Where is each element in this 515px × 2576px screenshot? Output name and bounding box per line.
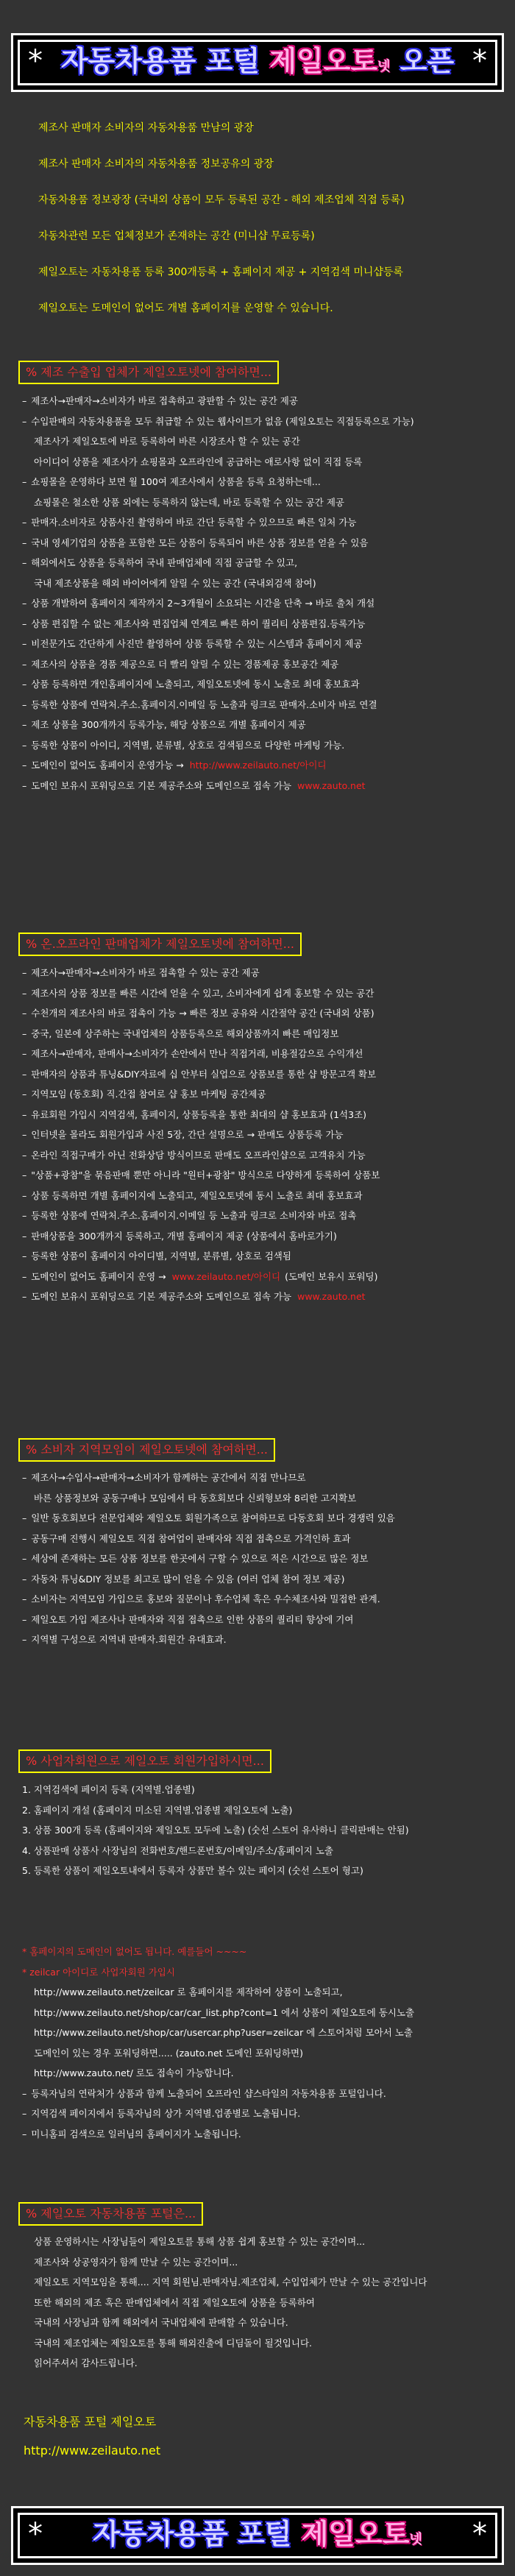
list-item-text: 국내의 제조업체는 제일오토를 통해 해외진출에 디딤돌이 될것입니다. bbox=[34, 2337, 312, 2349]
list-item-note: (도메인 보유시 포워딩) bbox=[285, 1270, 378, 1282]
list-item-text: 상품 등록하면 개인홈페이지에 노출되고, 제일오토넷에 동시 노출로 최대 홍보효과 bbox=[31, 679, 360, 690]
list-item bbox=[22, 492, 500, 513]
bullet-dash-icon: – bbox=[22, 698, 27, 710]
list-item-text: 인터넷을 몰라도 회원가입과 사진 5장, 간단 설명으로 → 판매도 상품등록 가능 bbox=[31, 1129, 344, 1140]
section-title-text: 온.오프라인 판매업체가 제일오토넷에 참여하면... bbox=[40, 937, 295, 951]
bullet-dash-icon: – bbox=[22, 1573, 27, 1585]
list-item bbox=[22, 2293, 500, 2313]
list-item-text: 등록한 상품에 연락처.주소.홈페이지.이메일 등 노출과 링크로 소비자와 바로 접촉 bbox=[31, 1210, 357, 1221]
banner-part2-suffix: 넷 bbox=[377, 59, 391, 74]
list-item bbox=[22, 1003, 500, 1024]
bullet-dash-icon: – bbox=[22, 779, 27, 791]
list-item-text: http://www.zeilauto.net/zeilcar 로 홈페이지를 제작하여 상품이 노출되고, bbox=[34, 1986, 343, 1998]
intro-line: 자동차관련 모든 업체정보가 존재하는 공간 (미니샵 무료등록) bbox=[38, 230, 315, 242]
list-item bbox=[22, 1529, 500, 1549]
list-item-text: 해외에서도 상품을 등록하여 국내 판매업체에 직접 공급할 수 있고, bbox=[31, 557, 298, 568]
list-item bbox=[22, 593, 500, 614]
list-item-text: 세상에 존재하는 모든 상품 정보를 한곳에서 구할 수 있으로 적은 시간으로 많은 정보 bbox=[31, 1553, 369, 1564]
banner-part2: 제일오토 bbox=[269, 45, 378, 77]
bullet-dash-icon: – bbox=[22, 1089, 27, 1100]
list-item bbox=[22, 1186, 500, 1206]
list-item-text: 도메인이 없어도 홈페이지 운영 → bbox=[31, 1270, 166, 1282]
section-title-portal bbox=[18, 2202, 203, 2226]
list-item bbox=[22, 1206, 500, 1226]
section-list-manufacturer bbox=[22, 391, 500, 796]
list-item-link[interactable]: www.zauto.net bbox=[297, 1291, 366, 1302]
list-item bbox=[22, 963, 500, 983]
list-item bbox=[22, 533, 500, 553]
section-list-consumer bbox=[22, 1468, 500, 1650]
list-item bbox=[22, 735, 500, 756]
list-item-text: * zeilcar 아이디로 사업자회원 가입시 bbox=[22, 1966, 175, 1978]
list-item-text: 상품 등록하면 개별 홈페이지에 노출되고, 제일오토넷에 동시 노출로 최대 홍보효과 bbox=[31, 1189, 363, 1201]
list-item bbox=[22, 1942, 500, 1962]
list-item-text: http://www.zeilauto.net/shop/car/usercar.php?user=zeilcar 에 스토어처럼 모아서 노출 bbox=[34, 2027, 413, 2038]
list-item-text: 등록자님의 연락처가 상품과 함께 노출되어 오프라인 샵스타일의 자동차용품 포털입니다. bbox=[31, 2087, 386, 2099]
bullet-dash-icon: – bbox=[22, 1108, 27, 1120]
section-title-business-member bbox=[18, 1749, 271, 1773]
bullet-dash-icon: – bbox=[22, 1291, 27, 1302]
list-item bbox=[22, 1468, 500, 1488]
list-item bbox=[22, 1246, 500, 1267]
section-title-text: 소비자 지역모임이 제일오토넷에 참여하면... bbox=[40, 1443, 269, 1457]
bullet-dash-icon: – bbox=[22, 598, 27, 609]
list-item-text: 제조사→판매자, 판매사→소비자가 손안에서 만나 직접거래, 비용절감으로 수익개선 bbox=[31, 1048, 363, 1059]
footer-title: 자동차용품 포털 제일오토 bbox=[24, 2415, 157, 2429]
list-item-text: 국내 영세기업의 상품을 포함한 모든 상품이 등록되어 바른 상품 정보를 얻을 수 있음 bbox=[31, 537, 369, 548]
list-item bbox=[22, 634, 500, 654]
bullet-dash-icon: – bbox=[22, 476, 27, 487]
bullet-dash-icon: – bbox=[22, 415, 27, 427]
list-item bbox=[22, 1226, 500, 1247]
section-list-seller bbox=[22, 963, 500, 1307]
bullet-dash-icon: – bbox=[22, 679, 27, 690]
list-item-text: 등록한 상품에 연락처.주소.홈페이지.이메일 등 노출과 링크로 판매자.소비자 바로 연결 bbox=[31, 698, 377, 710]
section-title-text: 제일오토 자동차용품 포털은... bbox=[40, 2207, 196, 2221]
list-item-text: 또한 해외의 제조 혹은 판매업체에서 직접 제일오토에 상품을 등록하여 bbox=[34, 2296, 315, 2308]
list-item-text: 일반 동호회보다 전문업체와 제일오토 회원가족으로 참여하므로 다동호회 보다 경쟁력 있음 bbox=[31, 1512, 395, 1524]
banner-title bbox=[13, 2514, 502, 2560]
list-item-text: 제조 상품을 300개까지 등록가능, 해당 상품으로 개별 홈페이지 제공 bbox=[31, 719, 306, 730]
bullet-dash-icon: – bbox=[22, 1250, 27, 1262]
list-item-text: 등록한 상품이 홈페이지 아이디별, 지역별, 분류별, 상호로 검색됨 bbox=[31, 1250, 291, 1262]
list-item bbox=[22, 1589, 500, 1610]
list-item-text: 지역별 구성으로 지역내 판매자.회원간 유대효과. bbox=[31, 1634, 227, 1645]
list-item-text: 판매자.소비자로 상품사진 촬영하여 바로 간단 등록할 수 있으므로 빠른 일처 가능 bbox=[31, 517, 357, 528]
list-item-link[interactable]: http://www.zeilauto.net/아이디 bbox=[189, 760, 327, 771]
list-item bbox=[22, 2063, 500, 2084]
banner-part2: 제일오토 bbox=[301, 2518, 410, 2550]
list-item bbox=[22, 674, 500, 695]
list-item bbox=[22, 2003, 500, 2023]
list-item-text: 중국, 일본에 상주하는 국내업체의 상품등록으로 해외상품까지 빠른 매입정보 bbox=[31, 1027, 339, 1039]
list-item bbox=[22, 1125, 500, 1145]
list-item-text: 아이디어 상품을 제조사가 쇼핑몰과 오프라인에 공급하는 애로사항 없이 직접 등록 bbox=[34, 456, 363, 467]
list-item bbox=[22, 2043, 500, 2064]
list-item bbox=[22, 1508, 500, 1529]
intro-line: 제조사 판매자 소비자의 자동차용품 만남의 광장 bbox=[38, 122, 254, 134]
list-item bbox=[22, 1105, 500, 1125]
bullet-dash-icon: – bbox=[22, 517, 27, 528]
bullet-dash-icon: – bbox=[22, 739, 27, 751]
list-item bbox=[22, 1145, 500, 1166]
section-title-consumer bbox=[18, 1438, 275, 1462]
bullet-dash-icon: – bbox=[22, 1613, 27, 1625]
bullet-dash-icon: – bbox=[22, 719, 27, 730]
list-item bbox=[22, 1024, 500, 1044]
list-item bbox=[22, 1267, 500, 1287]
list-item-text: "상품+광참"을 묶음판매 뿐만 아니라 "원터+광참" 방식으로 다양하게 등록하여 상품보 bbox=[31, 1170, 380, 1181]
list-item-text: 지역검색 페이지에서 등록자님의 상가 지역별.업종별로 노출됩니다. bbox=[31, 2108, 301, 2119]
intro-line: 제일오토는 자동차용품 등록 300개등록 + 홈페이지 제공 + 지역검색 미니샵등록 bbox=[38, 266, 403, 278]
list-item bbox=[22, 431, 500, 452]
bullet-dash-icon: – bbox=[22, 658, 27, 670]
section-list-business-member bbox=[22, 1780, 500, 1881]
bullet-dash-icon: – bbox=[22, 987, 27, 999]
banner-title bbox=[13, 41, 502, 87]
list-item-text: http://www.zeilauto.net/shop/car/car_list.php?cont=1 에서 상품이 제일오토에 동시노출 bbox=[34, 2006, 415, 2018]
list-item bbox=[22, 2084, 500, 2104]
list-item bbox=[22, 1780, 500, 1800]
list-item-text: 제조사의 상품을 경품 제공으로 더 빨리 알릴 수 있는 경품제공 홍보공간 제공 bbox=[31, 658, 339, 670]
list-item-text: 1. 지역검색에 페이지 등록 (지역별.업종별) bbox=[22, 1784, 195, 1795]
list-item-text: 상품 개발하여 홈페이지 제작까지 2~3개월이 소요되는 시간을 단축 → 바로 출처 개설 bbox=[31, 598, 375, 609]
bullet-dash-icon: – bbox=[22, 1512, 27, 1524]
list-item bbox=[22, 2272, 500, 2293]
list-item-text: 지역모임 (동호회) 직.간접 참여로 샵 홍보 마케팅 공간제공 bbox=[31, 1089, 266, 1100]
intro-line: 제일오토는 도메인이 없어도 개별 홈페이지를 운영할 수 있습니다. bbox=[38, 302, 333, 314]
section-mark: % bbox=[26, 937, 38, 951]
banner-part1: 자동차용품 포털 bbox=[60, 45, 260, 77]
list-item bbox=[22, 1064, 500, 1085]
bullet-dash-icon: – bbox=[22, 1532, 27, 1544]
list-item-text: 판매상품을 300개까지 등록하고, 개별 홈페이지 제공 (상품에서 홈바로가기) bbox=[31, 1230, 337, 1242]
list-item-text: 제조사와 상공영자가 함께 만날 수 있는 공간이며... bbox=[34, 2256, 238, 2268]
list-item-text: 제조사가 제일오토에 바로 등록하여 바른 시장조사 할 수 있는 공간 bbox=[34, 436, 300, 447]
list-item bbox=[22, 553, 500, 573]
bullet-dash-icon: – bbox=[22, 1189, 27, 1201]
list-item bbox=[22, 1044, 500, 1064]
list-item bbox=[22, 1549, 500, 1569]
list-item-text: 등록한 상품이 아이디, 지역별, 분류별, 상호로 검색됨으로 다양한 마케팅 가능. bbox=[31, 739, 345, 751]
list-item-text: 국내의 사장님과 함께 해외에서 국내업체에 판매할 수 있습니다. bbox=[34, 2317, 288, 2328]
section-mark: % bbox=[26, 365, 38, 379]
list-item-text: 도메인 보유시 포워딩으로 기본 제공주소와 도메인으로 접속 가능 bbox=[31, 1291, 292, 1302]
section-title-seller bbox=[18, 933, 302, 956]
bullet-dash-icon: – bbox=[22, 638, 27, 649]
star-left-icon: * bbox=[28, 2517, 43, 2551]
list-item bbox=[22, 983, 500, 1004]
bullet-dash-icon: – bbox=[22, 1129, 27, 1140]
bullet-dash-icon: – bbox=[22, 618, 27, 629]
bullet-dash-icon: – bbox=[22, 967, 27, 978]
list-item-link[interactable]: www.zauto.net bbox=[297, 779, 366, 791]
list-item-text: 4. 상품판매 상품사 사장님의 전화번호/핸드폰번호/이메일/주소/홈페이지 노출 bbox=[22, 1844, 333, 1856]
star-left-icon: * bbox=[28, 44, 43, 78]
bullet-dash-icon: – bbox=[22, 395, 27, 406]
list-item-text: 2. 홈페이지 개설 (홈페이지 미소된 지역별.업종별 제일오토에 노출) bbox=[22, 1804, 293, 1816]
list-item-text: 국내 제조상품을 해외 바이어에게 알릴 수 있는 공간 (국내외검색 참여) bbox=[34, 577, 316, 589]
list-item-text: 5. 등록한 상품이 제일오토내에서 등록자 상품만 볼수 있는 페이지 (숫선 스토어 형고) bbox=[22, 1865, 363, 1876]
list-item bbox=[22, 776, 500, 796]
bullet-dash-icon: – bbox=[22, 557, 27, 568]
bullet-dash-icon: – bbox=[22, 1048, 27, 1059]
list-item-text: 판매자의 상품과 튜닝&DIY자료에 십 안부터 실업으로 상품보를 통한 샵 방문고객 확보 bbox=[31, 1068, 377, 1080]
list-item bbox=[22, 573, 500, 594]
list-item bbox=[22, 1165, 500, 1186]
top-banner bbox=[11, 33, 504, 92]
bullet-dash-icon: – bbox=[22, 1472, 27, 1483]
section-title-text: 제조 수출입 업체가 제일오토넷에 참여하면... bbox=[40, 365, 272, 379]
list-item-text: 미니홈피 검색으로 일러님의 홈페이지가 노출됩니다. bbox=[31, 2128, 241, 2140]
list-item bbox=[22, 695, 500, 715]
bullet-dash-icon: – bbox=[22, 1068, 27, 1080]
bullet-dash-icon: – bbox=[22, 1553, 27, 1564]
bullet-dash-icon: – bbox=[22, 537, 27, 548]
list-item-text: 공동구매 진행시 제일오토 직접 참여업이 판매자와 직접 접촉으로 가격인하 효과 bbox=[31, 1532, 351, 1544]
list-item-text: 소비자는 지역모임 가입으로 홍보와 질문이나 후수업체 혹은 우수체조사와 밀접한 관계. bbox=[31, 1593, 380, 1604]
list-item-text: 상품 운영하시는 사장님들이 제일오토를 통해 상품 쉽게 홍보할 수 있는 공간이며... bbox=[34, 2236, 366, 2247]
bullet-dash-icon: – bbox=[22, 1008, 27, 1019]
list-item bbox=[22, 2232, 500, 2252]
list-item-link[interactable]: www.zeilauto.net/아이디 bbox=[171, 1270, 281, 1282]
bottom-banner bbox=[11, 2506, 504, 2565]
bullet-dash-icon: – bbox=[22, 1593, 27, 1604]
list-item-text: 수입판매의 자동차용품을 모두 취급할 수 있는 웹사이트가 없음 (제일오토는 직접등록으로 가능) bbox=[31, 415, 414, 427]
list-item-text: 읽어주셔서 감사드립니다. bbox=[34, 2357, 138, 2368]
bullet-dash-icon: – bbox=[22, 2087, 27, 2099]
list-item-text: 제일오토 가입 제조사나 판매자와 직접 접촉으로 인한 상품의 퀄리티 향상에 기여 bbox=[31, 1613, 354, 1625]
list-item bbox=[22, 472, 500, 492]
list-item bbox=[22, 2124, 500, 2145]
list-item bbox=[22, 1569, 500, 1590]
list-item bbox=[22, 1084, 500, 1105]
list-item bbox=[22, 2333, 500, 2354]
list-item-text: * 홈페이지의 도메인이 없어도 됩니다. 예를들어 ~~~~ bbox=[22, 1946, 247, 1957]
list-item bbox=[22, 715, 500, 735]
list-item-text: 수천개의 제조사의 바로 접촉이 가능 → 빠른 정보 공유와 시간절약 공간 (국내외 상품) bbox=[31, 1008, 374, 1019]
list-item-text: 비전문가도 간단하게 사진만 촬영하여 상품 등록할 수 있는 시스템과 홈페이지 제공 bbox=[31, 638, 363, 649]
star-right-icon: * bbox=[472, 44, 487, 78]
list-item bbox=[22, 614, 500, 634]
list-item-text: 바른 상품정보와 공동구매나 모임에서 타 동호회보다 신뢰형보와 8리한 고지확보 bbox=[34, 1492, 357, 1504]
bullet-dash-icon: – bbox=[22, 1210, 27, 1221]
bullet-dash-icon: – bbox=[22, 1270, 27, 1282]
list-item bbox=[22, 2313, 500, 2333]
list-item bbox=[22, 1610, 500, 1630]
list-item bbox=[22, 452, 500, 473]
section-title-manufacturer bbox=[18, 361, 279, 384]
list-item-text: 제조사의 상품 정보를 빠른 시간에 얻을 수 있고, 소비자에게 쉽게 홍보할 수 있는 공간 bbox=[31, 987, 374, 999]
list-item bbox=[22, 1962, 500, 1983]
section-mark: % bbox=[26, 2207, 38, 2221]
intro-block bbox=[38, 116, 494, 333]
list-item-text: 쇼핑몰을 운영하다 보면 월 100여 제조사에서 상품을 등록 요청하는데... bbox=[31, 476, 321, 487]
banner-part3: 오픈 bbox=[399, 45, 455, 77]
list-item bbox=[22, 1287, 500, 1307]
list-item-text: 유료회원 가입시 지역검색, 홈페이지, 상품등록을 통한 최대의 샵 홍보효과 (1석3조) bbox=[31, 1108, 367, 1120]
list-item bbox=[22, 2103, 500, 2124]
bullet-dash-icon: – bbox=[22, 2128, 27, 2140]
bullet-dash-icon: – bbox=[22, 760, 27, 771]
list-item bbox=[22, 1820, 500, 1841]
footer-url[interactable]: http://www.zeilauto.net bbox=[24, 2444, 161, 2458]
star-right-icon: * bbox=[472, 2517, 487, 2551]
list-item bbox=[22, 1982, 500, 2003]
list-item-text: 제일오토 지역모임을 통해.... 지역 회원님.판매자님.제조업체, 수입업체가 만날 수 있는 공간입니다 bbox=[34, 2276, 427, 2287]
bullet-dash-icon: – bbox=[22, 1170, 27, 1181]
list-item bbox=[22, 2023, 500, 2043]
list-item-text: 제조사→판매자→소비자가 바로 접촉할 수 있는 공간 제공 bbox=[31, 967, 260, 978]
section-mark: % bbox=[26, 1754, 38, 1768]
list-item bbox=[22, 512, 500, 533]
list-item-text: 쇼핑몰은 철소한 상품 외에는 등록하지 않는데, 바로 등록할 수 있는 공간 제공 bbox=[34, 496, 345, 508]
list-item-text: 제조사→수입사→판매자→소비자가 함께하는 공간에서 직접 만나므로 bbox=[31, 1472, 306, 1483]
list-item bbox=[22, 1800, 500, 1821]
section-list-portal bbox=[22, 2232, 500, 2374]
bullet-dash-icon: – bbox=[22, 2108, 27, 2119]
list-item bbox=[22, 654, 500, 675]
section-mark: % bbox=[26, 1443, 38, 1457]
bullet-dash-icon: – bbox=[22, 1027, 27, 1039]
bullet-dash-icon: – bbox=[22, 1634, 27, 1645]
bullet-dash-icon: – bbox=[22, 1149, 27, 1161]
list-item-text: 자동차 튜닝&DIY 정보를 최고로 많이 얻을 수 있음 (여러 업체 참여 정보 제공) bbox=[31, 1573, 345, 1585]
list-item bbox=[22, 1841, 500, 1861]
list-item bbox=[22, 391, 500, 411]
bullet-dash-icon: – bbox=[22, 1230, 27, 1242]
list-item-text: 도메인이 있는 경우 포워딩하면..... (zauto.net 도메인 포워딩하면) bbox=[34, 2047, 303, 2059]
list-item-text: 제조사→판매자→소비자가 바로 접촉하고 광판할 수 있는 공간 제공 bbox=[31, 395, 298, 406]
list-item-text: 상품 편집할 수 없는 제조사와 편집업체 연계로 빠른 하이 퀄리티 상품편집.등록가능 bbox=[31, 618, 366, 629]
list-item-text: http://www.zauto.net/ 로도 접속이 가능합니다. bbox=[34, 2067, 234, 2078]
list-item-text: 온라인 직접구매가 아닌 전화상담 방식이므로 판매도 오프라인샵으로 고객유치 가능 bbox=[31, 1149, 366, 1161]
list-item-text: 도메인이 없어도 홈페이지 운영가능 → bbox=[31, 760, 184, 771]
list-item bbox=[22, 2353, 500, 2374]
list-item-text: 도메인 보유시 포워딩으로 기본 제공주소와 도메인으로 접속 가능 bbox=[31, 779, 292, 791]
list-item-text: 3. 상품 300개 등록 (홈페이지와 제일오토 모두에 노출) (숫선 스토어 유사하니 클릭판매는 안됨) bbox=[22, 1825, 409, 1836]
list-item bbox=[22, 411, 500, 432]
intro-line: 제조사 판매자 소비자의 자동차용품 정보공유의 광장 bbox=[38, 158, 274, 170]
section-title-text: 사업자회원으로 제일오토 회원가입하시면... bbox=[40, 1754, 264, 1768]
list-item bbox=[22, 1630, 500, 1650]
banner-part2-suffix: 넷 bbox=[409, 2532, 422, 2547]
list-item bbox=[22, 755, 500, 776]
list-item bbox=[22, 2252, 500, 2273]
banner-part1: 자동차용품 포털 bbox=[93, 2518, 292, 2550]
section-list-example bbox=[22, 1942, 500, 2144]
list-item bbox=[22, 1861, 500, 1881]
list-item bbox=[22, 1488, 500, 1509]
intro-line: 자동차용품 정보광장 (국내외 상품이 모두 등록된 공간 - 해외 제조업체 직접 등록) bbox=[38, 194, 405, 206]
